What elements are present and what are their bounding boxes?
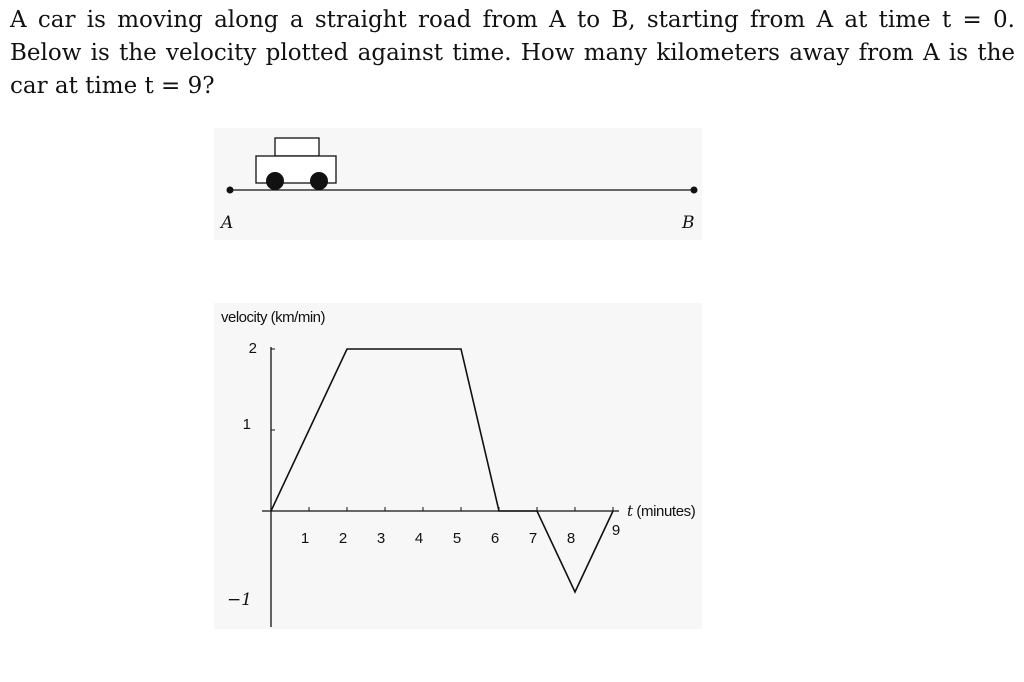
- chart-panel-background: [214, 303, 702, 629]
- point-b-label: B: [682, 213, 695, 233]
- question-text: A car is moving along a straight road from A to B, starting from A at time t = 0. Below is the velocity plotted against time. How many kilometers away from A is the car at time t = 9?: [10, 7, 1015, 99]
- x-tick-label: 7: [528, 530, 538, 547]
- x-axis-label: [627, 502, 696, 520]
- road-diagram: [214, 128, 702, 240]
- x-tick-label: 6: [490, 530, 500, 547]
- point-b-marker: [691, 187, 698, 194]
- x-tick-label: 2: [338, 530, 348, 547]
- car-cabin: [275, 138, 319, 156]
- car-front-wheel-icon: [310, 172, 328, 190]
- x-tick-label: 9: [611, 522, 621, 539]
- point-a-marker: [227, 187, 234, 194]
- y-tick-label-1: 1: [242, 416, 251, 433]
- x-tick-label: 8: [566, 530, 576, 547]
- x-tick-label: 5: [452, 530, 462, 547]
- y-axis-label: velocity (km/min): [221, 309, 326, 326]
- y-tick-label-2: 2: [248, 340, 257, 357]
- x-tick-label: 1: [300, 530, 310, 547]
- point-a-label: A: [221, 213, 234, 233]
- x-axis-variable: t: [627, 502, 633, 520]
- car-rear-wheel-icon: [266, 172, 284, 190]
- velocity-chart: [214, 303, 702, 629]
- x-tick-label: 3: [376, 530, 386, 547]
- x-tick-label: 4: [414, 530, 424, 547]
- x-axis-unit: (minutes): [636, 503, 696, 520]
- y-tick-label-minus-1: −1: [226, 590, 252, 610]
